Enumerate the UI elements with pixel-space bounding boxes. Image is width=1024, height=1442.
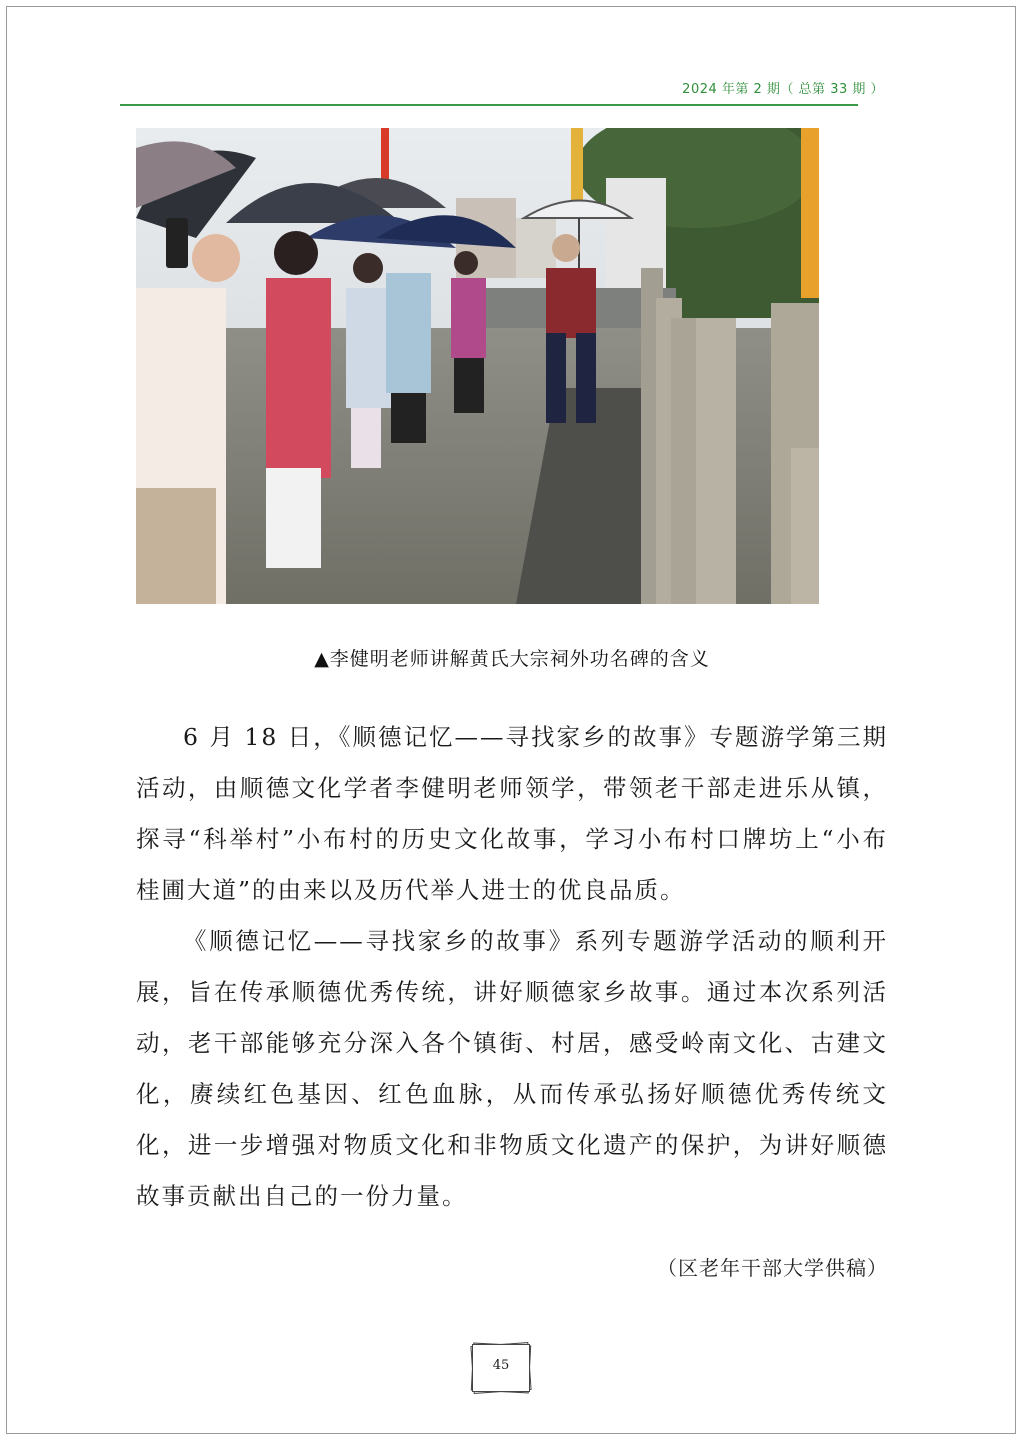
paragraph: 《顺德记忆——寻找家乡的故事》系列专题游学活动的顺利开展，旨在传承顺德优秀传统，讲好顺德家乡故事。通过本次系列活动，老干部能够充分深入各个镇街、村居，感受岭南文化、古建文化，赓续红色基因、红色血脉，从而传承弘扬好顺德优秀传统文化，进一步增强对物质文化和非物质文化遗产的保护，为讲好顺德故事贡献出自己的一份力量。 [136, 927, 888, 1210]
paragraph: 6 月 18 日，《顺德记忆——寻找家乡的故事》专题游学第三期活动，由顺德文化学者李健明老师领学，带领老干部走进乐从镇，探寻“科举村”小布村的历史文化故事，学习小布村口牌坊上“小布桂圃大道”的由来以及历代举人进士的优良品质。 [136, 723, 889, 904]
photo-image [136, 128, 819, 604]
article-body [136, 712, 888, 1222]
issue-header: 2024 年第 2 期（ 总第 33 期 ） [682, 82, 884, 97]
page-number-badge [466, 1340, 536, 1396]
photo-caption: ▲李健明老师讲解黄氏大宗祠外功名碑的含义 [314, 648, 710, 670]
source-credit: （区老年干部大学供稿） [657, 1256, 888, 1280]
page-number: 45 [492, 1358, 510, 1373]
header-rule [120, 104, 858, 106]
